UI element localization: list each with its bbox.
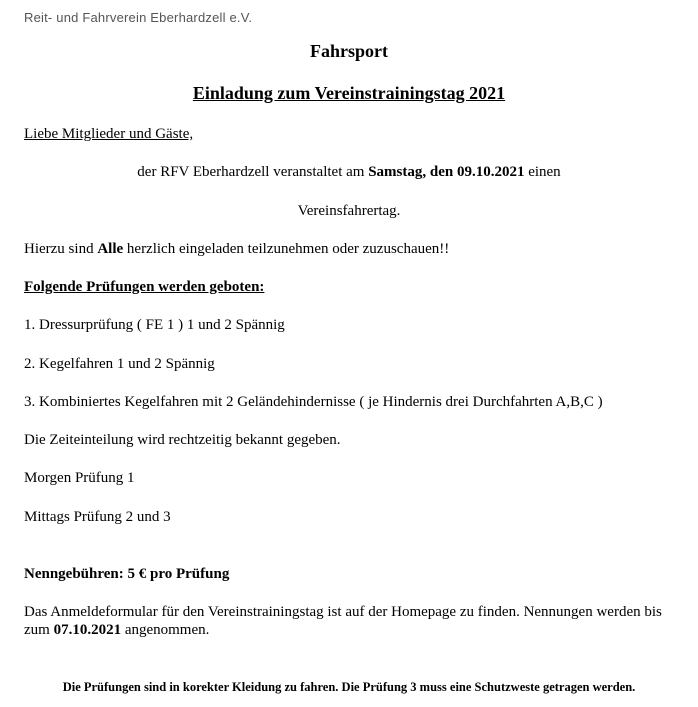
fees: Nenngebühren: 5 € pro Prüfung [24,566,230,582]
tests-heading-wrap [24,278,264,296]
schedule-note: Die Zeiteinteilung wird rechtzeitig bekannt gegeben. [24,432,341,448]
tests-heading: Folgende Prüfungen werden geboten: [24,279,265,295]
invite-pre: Hierzu sind [24,241,98,257]
afternoon-schedule: Mittags Prüfung 2 und 3 [24,509,171,525]
footer-note: Die Prüfungen sind in korekter Kleidung zu fahren. Die Prüfung 3 muss eine Schutzweste getragen werden. [62,680,636,694]
greeting [24,125,193,143]
registration-paragraph [24,603,674,639]
intro-line [0,163,698,181]
organization-header: Reit- und Fahrverein Eberhardzell e.V. [24,10,253,25]
intro-post: einen [524,164,561,180]
morning-schedule: Morgen Prüfung 1 [24,470,135,486]
page-title: Fahrsport [310,41,388,61]
invite-post: herzlich eingeladen teilzunehmen oder zuzuschauen!! [123,241,450,257]
registration-post: angenommen. [121,622,210,638]
registration-pre: Das Anmeldeformular für den Vereinstrainingstag ist auf der Homepage zu finden. Nennungen werden bis zum [24,604,662,638]
event-date: Samstag, den 09.10.2021 [368,164,525,180]
greeting-text: Liebe Mitglieder und Gäste, [24,126,194,142]
test-item: 3. Kombiniertes Kegelfahren mit 2 Geländehindernisse ( je Hindernis drei Durchfahrten A,B,C ) [24,394,603,410]
intro-line-2: Vereinsfahrertag. [297,203,401,219]
test-item: 2. Kegelfahren 1 und 2 Spännig [24,356,215,372]
invite-line [24,240,449,258]
test-item: 1. Dressurprüfung ( FE 1 ) 1 und 2 Spännig [24,317,285,333]
subtitle: Einladung zum Vereinstrainingstag 2021 [192,83,506,103]
invite-bold: Alle [97,241,124,257]
registration-date: 07.10.2021 [53,622,122,638]
intro-pre: der RFV Eberhardzell veranstaltet am [137,164,369,180]
subtitle-wrap [0,84,698,104]
